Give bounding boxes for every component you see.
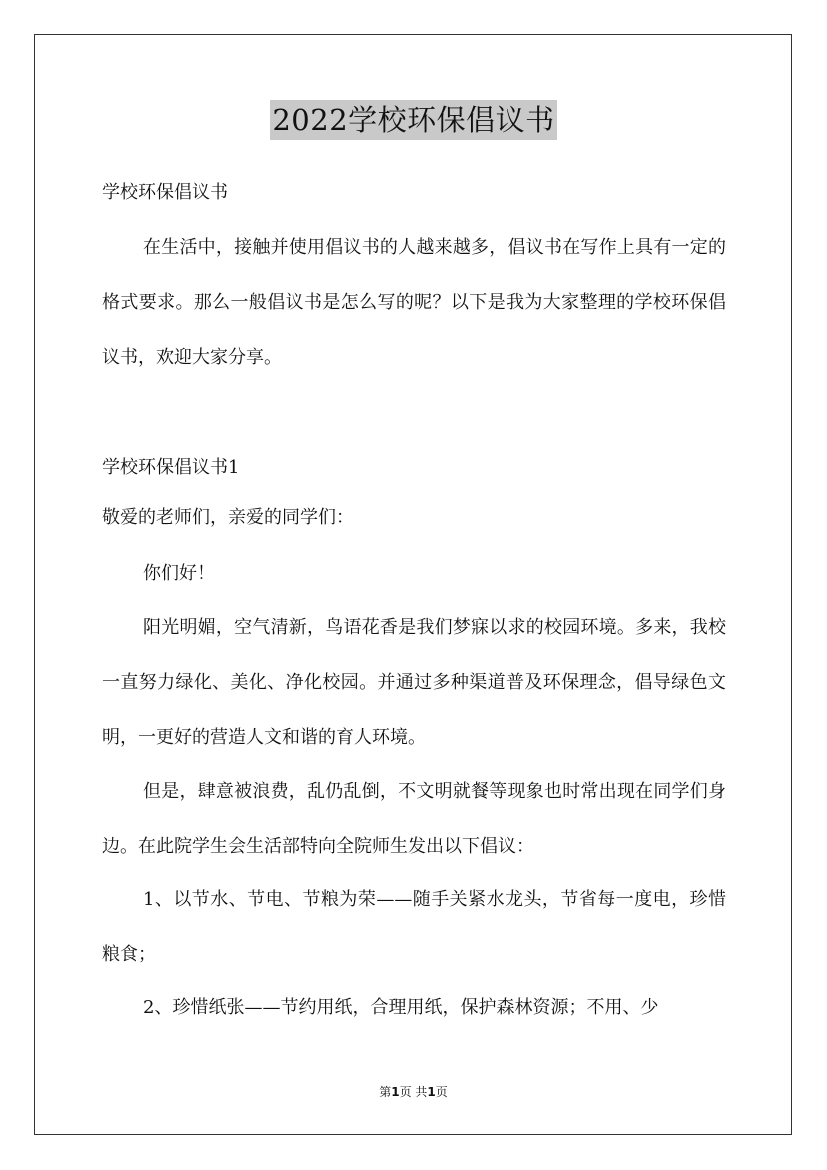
footer-total-prefix: 共 bbox=[415, 1085, 428, 1099]
paragraph-proposal-1: 1、以节水、节电、节粮为荣——随手关紧水龙头，节省每一度电，珍惜粮食； bbox=[102, 889, 726, 965]
paragraph-intro: 在生活中，接触并使用倡议书的人越来越多，倡议书在写作上具有一定的格式要求。那么一般倡议书是怎么写的呢？以下是我为大家整理的学校环保倡议书，欢迎大家分享。 bbox=[102, 237, 726, 368]
footer-total-suffix: 页 bbox=[435, 1085, 448, 1099]
paragraph-proposal-2: 2、珍惜纸张——节约用纸，合理用纸，保护森林资源；不用、少 bbox=[143, 997, 659, 1018]
footer-page-prefix: 第 bbox=[379, 1085, 392, 1099]
document-title: 2022学校环保倡议书 bbox=[270, 100, 556, 140]
footer-total-pages: 1 bbox=[427, 1085, 436, 1099]
paragraph-salutation: 敬爱的老师们，亲爱的同学们： bbox=[102, 507, 354, 528]
paragraph-environment: 阳光明媚，空气清新，鸟语花香是我们梦寐以求的校园环境。多来，我校一直努力绿化、美化、净化校园。并通过多种渠道普及环保理念，倡导绿色文明，一更好的营造人文和谐的育人环境。 bbox=[102, 617, 726, 748]
paragraph-greeting: 你们好！ bbox=[143, 563, 215, 584]
title-container bbox=[0, 100, 827, 140]
paragraph-subtitle: 学校环保倡议书 bbox=[102, 182, 228, 203]
paragraph-problems: 但是，肆意被浪费，乱仍乱倒，不文明就餐等现象也时常出现在同学们身边。在此院学生会生活部特向全院师生发出以下倡议： bbox=[102, 781, 726, 857]
paragraph-section-heading: 学校环保倡议书1 bbox=[102, 457, 240, 478]
page-footer bbox=[0, 1084, 827, 1100]
footer-page-suffix: 页 bbox=[399, 1085, 412, 1099]
footer-page-number: 1 bbox=[391, 1085, 400, 1099]
